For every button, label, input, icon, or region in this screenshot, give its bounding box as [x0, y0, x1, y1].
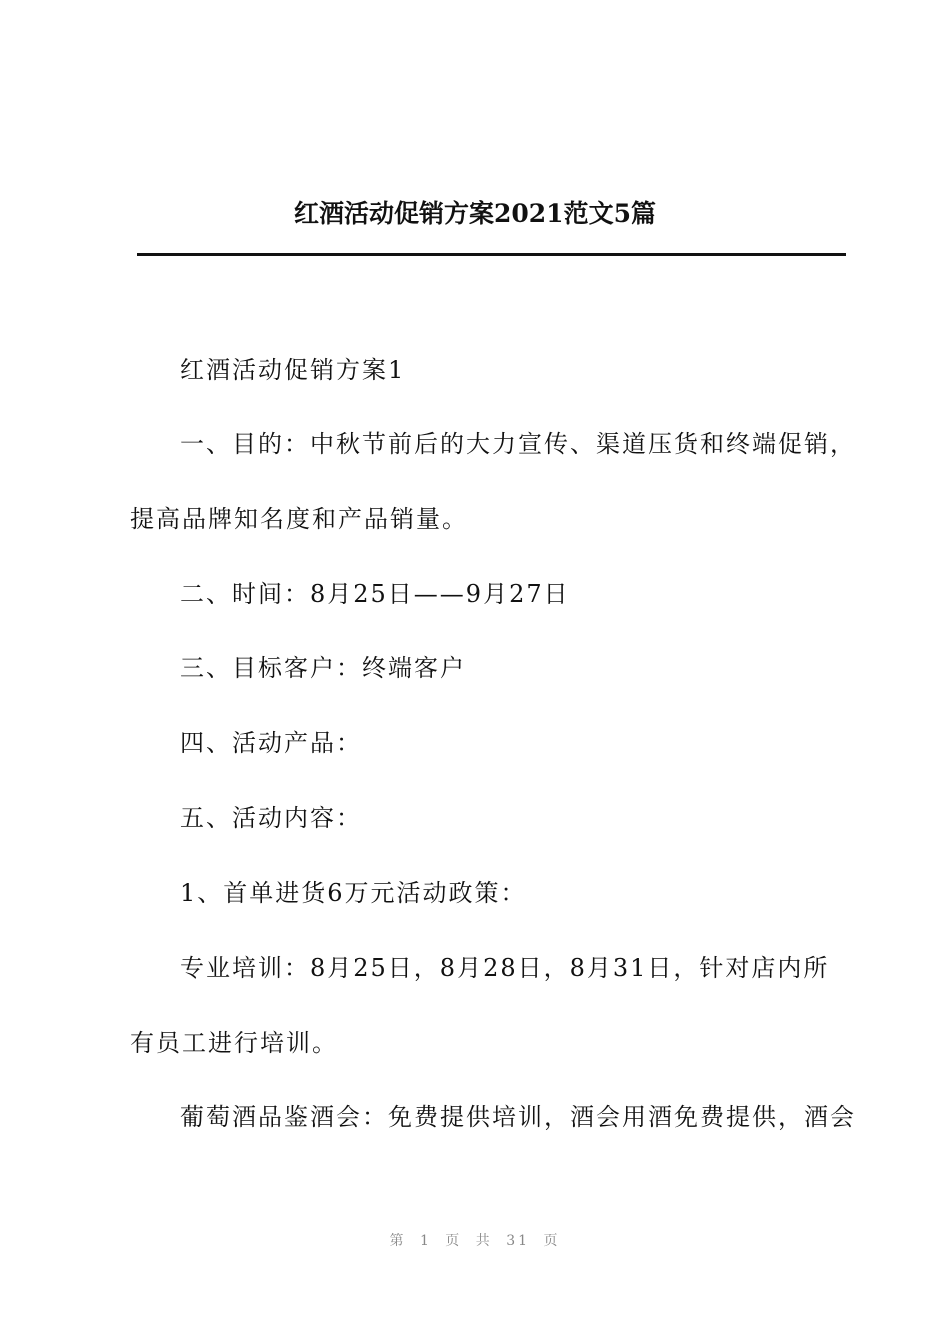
page-footer: 第 1 页 共 31 页 [389, 1233, 561, 1249]
paragraph-training: 专业培训：8月25日，8月28日，8月31日，针对店内所 [180, 954, 830, 982]
paragraph-content: 五、活动内容： [180, 804, 362, 832]
page-title: 红酒活动促销方案2021范文5篇 [294, 199, 656, 228]
paragraph-time: 二、时间：8月25日——9月27日 [180, 580, 570, 608]
paragraph-policy: 1、首单进货6万元活动政策： [180, 879, 527, 907]
paragraph-purpose-cont: 提高品牌知名度和产品销量。 [130, 505, 468, 533]
paragraph-target: 三、目标客户：终端客户 [180, 654, 466, 682]
paragraph-heading-1: 红酒活动促销方案1 [180, 356, 406, 384]
paragraph-training-cont: 有员工进行培训。 [130, 1029, 338, 1057]
paragraph-products: 四、活动产品： [180, 729, 362, 757]
paragraph-purpose: 一、目的：中秋节前后的大力宣传、渠道压货和终端促销， [180, 430, 856, 458]
title-divider [137, 253, 846, 256]
paragraph-tasting: 葡萄酒品鉴酒会：免费提供培训，酒会用酒免费提供，酒会 [180, 1103, 856, 1131]
